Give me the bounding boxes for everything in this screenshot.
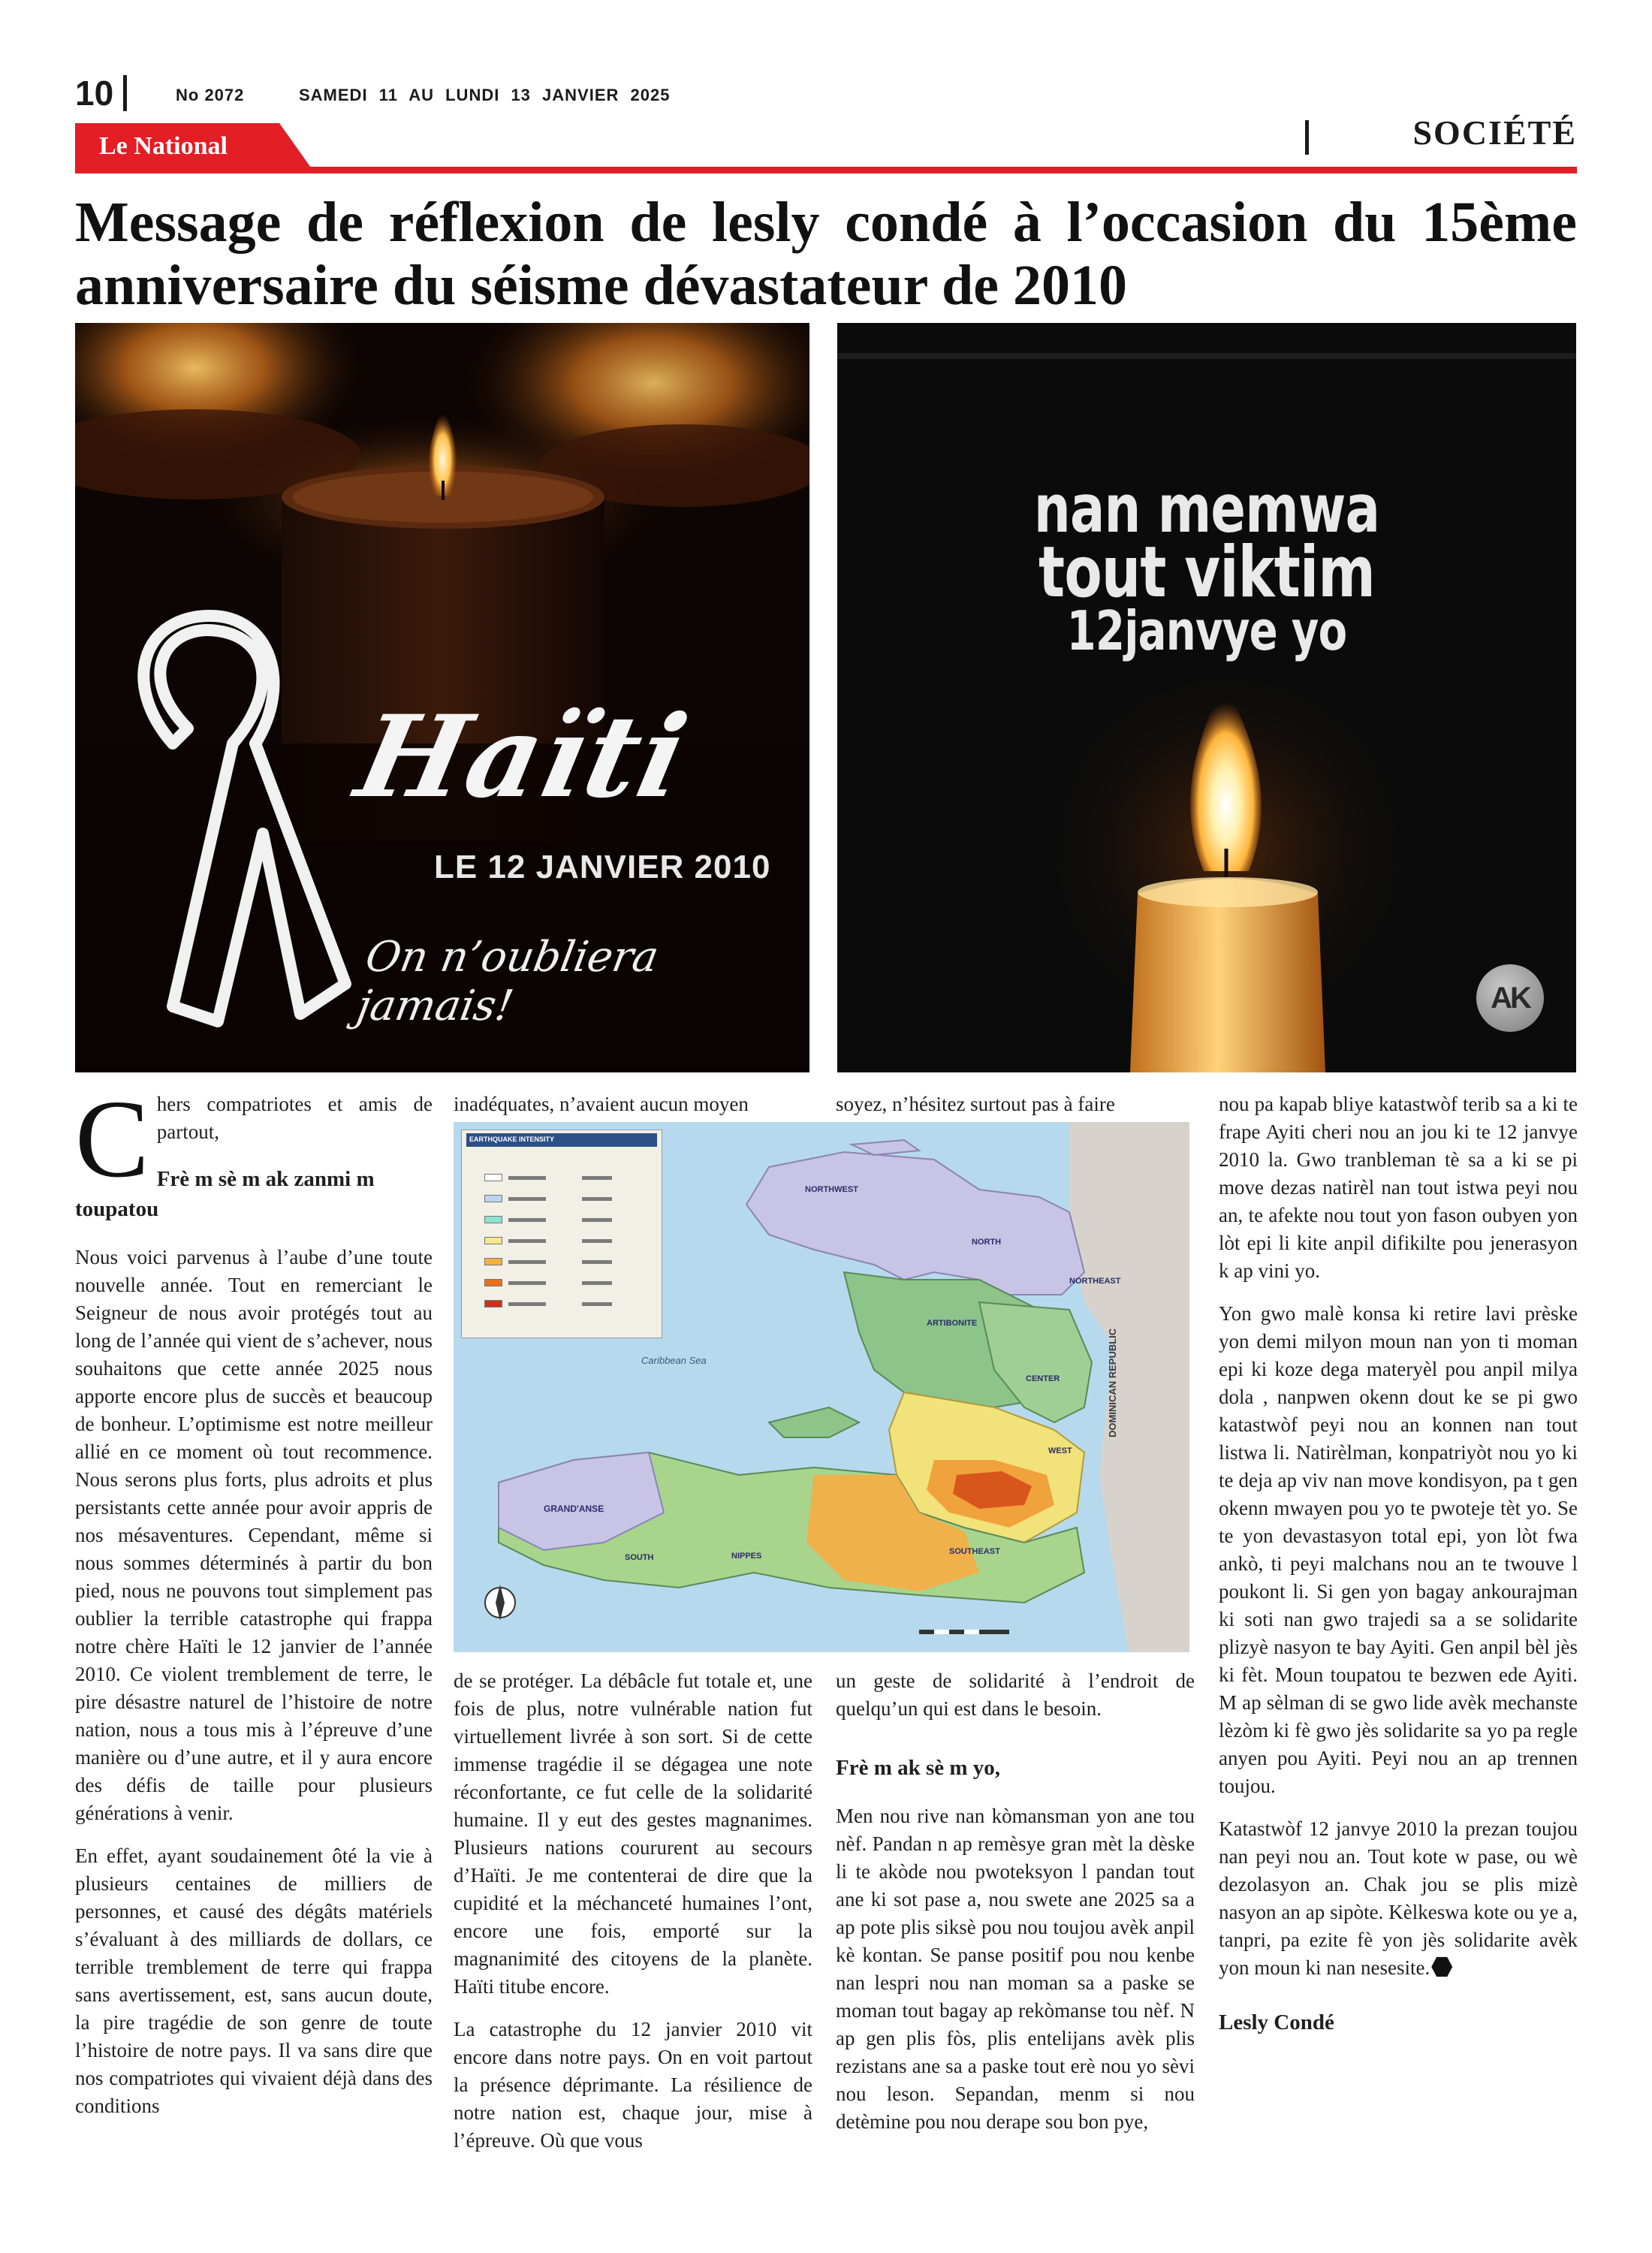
map-label-sea: Caribbean Sea bbox=[641, 1355, 707, 1366]
page-number: 10 bbox=[75, 74, 114, 113]
intensity-legend bbox=[461, 1130, 662, 1338]
closing-text: Katastwòf 12 janvye 2010 la prezan toujou nan peyi nou an. Tout kote w pase, ou wè dezolasyon an. Chak jou se plis mizè nasyon an ap sipòte. Kèlkeswa kote ou ye a, tanpri, pa ezite fè yon jès solidarite avèk yon moun ki nan nesesite. bbox=[1219, 1817, 1578, 1979]
earthquake-date: LE 12 JANVIER 2010 bbox=[434, 849, 771, 885]
article-paragraph: La catastrophe du 12 janvier 2010 vit encore dans notre pays. On en voit partout la présence déprimante. La résilience de notre nation est, chaque jour, mise à l’épreuve. Où que vous bbox=[454, 2018, 812, 2152]
brand-tab bbox=[75, 123, 312, 170]
map-label-center: CENTER bbox=[1026, 1374, 1060, 1383]
legend-text-line bbox=[508, 1302, 546, 1306]
end-mark-icon bbox=[1431, 1956, 1452, 1977]
memorial-line-3: 12janvye yo bbox=[1066, 599, 1347, 662]
article-column-2-top bbox=[454, 1090, 812, 1118]
haiti-memorial-photo bbox=[75, 323, 809, 1072]
map-label-northwest: NORTHWEST bbox=[805, 1185, 858, 1194]
memorial-line-2: tout viktim bbox=[1039, 532, 1375, 614]
legend-text-line bbox=[508, 1281, 546, 1285]
closing-paragraph bbox=[1219, 1815, 1578, 1982]
drop-cap: C bbox=[75, 1078, 149, 1201]
legend-value-line bbox=[582, 1260, 612, 1264]
brand-name: Le National bbox=[99, 132, 228, 160]
memorial-line-1: nan memwa bbox=[1033, 470, 1380, 547]
map-label-south: SOUTH bbox=[625, 1553, 654, 1562]
legend-swatch bbox=[484, 1237, 502, 1244]
map-label-northeast: NORTHEAST bbox=[1069, 1277, 1121, 1286]
article-column-3-top bbox=[836, 1090, 1195, 1118]
map-label-southeast: SOUTHEAST bbox=[949, 1547, 1000, 1556]
legend-text-line bbox=[508, 1260, 546, 1264]
page-number-divider bbox=[123, 75, 127, 111]
article-headline: Message de réflexion de lesly condé à l’occasion du 15ème anniversaire du séisme dévastateur de 2010 bbox=[75, 191, 1577, 317]
article-paragraph: nou pa kapab bliye katastwòf terib sa a ki te frape Ayiti cheri nou an jou ki te 12 janvye 2010 la. Gwo tranbleman tè sa a ki se pi move dezas natirèl nan tout istwa peyi nou an, te afekte nou tout yon fason oubyen yon lòt epi li kite anpil difikilte pou jenerasyon k ap vini yo. bbox=[1219, 1093, 1578, 1282]
legend-value-line bbox=[582, 1302, 612, 1306]
map-label-west: WEST bbox=[1048, 1446, 1072, 1455]
legend-text-line bbox=[508, 1239, 546, 1243]
article-column-1 bbox=[75, 1078, 433, 2135]
section-divider bbox=[1305, 120, 1309, 155]
legend-swatch bbox=[484, 1174, 502, 1181]
legend-text-line bbox=[508, 1218, 546, 1222]
article-column-3-bottom bbox=[836, 1667, 1195, 2136]
legend-swatch bbox=[484, 1216, 502, 1223]
legend-title: EARTHQUAKE INTENSITY bbox=[466, 1133, 657, 1147]
article-paragraph-continued: soyez, n’hésitez surtout pas à faire bbox=[836, 1093, 1115, 1115]
article-paragraph: de se protéger. La débâcle fut totale et, une fois de plus, notre vulnérable nation fut virtuellement livrée à son sort. Si de cette immense tragédie il se dégagea une note réconfortante, ce fut celle de la solidarité humaine. Il y eut des gestes magnanimes. Plusieurs nations coururent au secours d’Haïti. Je me contenterai de dire que la cupidité et la méchanceté humaines l’ont, encore une fois, emporté sur la magnanimité des citoyens de la planète. Haïti titube encore. bbox=[454, 1669, 812, 1998]
article-paragraph-continued: inadéquates, n’avaient aucun moyen bbox=[454, 1093, 749, 1115]
article-column-2-bottom bbox=[454, 1667, 812, 2155]
map-label-artibonite: ARTIBONITE bbox=[927, 1319, 978, 1328]
article-paragraph: En effet, ayant soudainement ôté la vie à plusieurs centaines de milliers de personnes, et causé des dégâts matériels s’évaluant à des milliards de dollars, ce terrible tremblement de terre qui frappa sans avertissement, est, sans aucun doute, la pire tragédie de son genre de toute l’histoire de notre pays. Il va sans dire que nos compatriotes qui vivaient déjà dans des conditions bbox=[75, 1844, 433, 2117]
legend-swatch bbox=[484, 1258, 502, 1265]
article-paragraph: Nous voici parvenus à l’aube d’une toute nouvelle année. Tout en remerciant le Seigneur de nous avoir protégés tout au long de l’année qui vient de s’achever, nous souhaitons que cette année 2025 nous apporte encore plus de succès et beaucoup de bonheur. L’optimisme est notre meilleur allié en ce moment où tout recommence. Nous serons plus forts, plus adroits et plus persistants cette année pour avoir appris de nos mésaventures. Cependant, même si nous sommes déterminés à partir du bon pied, nous ne pouvons tout simplement pas oublier la terrible catastrophe qui frappa notre chère Haïti le 12 janvier de l’année 2010. Ce violent tremblement de terre, le pire désastre naturel de l’histoire de notre nation, nous a tous mis à l’épreuve d’une manière ou d’une autre, et il y aura encore des défis de taille pour plusieurs générations à venir. bbox=[75, 1246, 433, 1824]
legend-text-line bbox=[508, 1176, 546, 1180]
article-column-4 bbox=[1219, 1090, 1578, 2052]
issue-date: SAMEDI 11 AU LUNDI 13 JANVIER 2025 bbox=[299, 86, 671, 104]
article-paragraph: Men nou rive nan kòmansman yon ane tou nèf. Pandan n ap remèsye gran mèt la dèske li te akòde nou pwoteksyon l pandan tout ane ki sot pase a, nou swete ane 2025 sa a ap pote plis siksè pou nou toujou avèk anpil kè kontan. Se panse positif pou nou kenbe nan lespri nou nan moman sa a paske se moman tout bagay ap rekòmanse tou nèf. N ap gen plis fòs, plis entelijans avèk plis rezistans ane sa a paske tout erè nou yo sèvi nou leson. Sepandan, menm si nou detèmine pou nou derape sou bon pye, bbox=[836, 1805, 1195, 2133]
legend-value-line bbox=[582, 1281, 612, 1285]
article-paragraph: Yon gwo malè konsa ki retire lavi prèske yon demi milyon moun nan yon ti moman epi ki koze dega materyèl pou anpil milya dola , nanpwen okenn dout ke se pi gwo katastwòf peyi nou an konnen nan tout listwa li. Natirèlman, konpatriyòt nou yo ki te deja ap viv nan move kondisyon, pa t gen okenn mwayen pou yo te pwoteje tèt yo. Se te yon devastasyon total epi, yon lòt fwa ankò, ti peyi malchans nou an te twouve l poukont li. Si gen yon bagay ankourajman ki soti nan gwo trajedi sa a se solidarite plizyè nasyon te bay Ayiti. Gen anpil bèl jès ki fèt. Moun toupatou te bezwen ede Ayiti. M ap sèlman di se gwo lide avèk mechanste lèzòm ki fè gwo jès solidarite sa yo pa regle anyen pou Ayiti. Peyi nou an ap trennen toujou. bbox=[1219, 1302, 1578, 1797]
author-signature: Lesly Condé bbox=[1219, 2010, 1334, 2034]
legend-value-line bbox=[582, 1239, 612, 1243]
legend-value-line bbox=[582, 1197, 612, 1201]
creole-greeting-subhead: Frè m sè m ak zanmi m toupatou bbox=[75, 1167, 375, 1221]
legend-value-line bbox=[582, 1218, 612, 1222]
map-label-grandanse: GRAND'ANSE bbox=[544, 1504, 604, 1514]
memorial-slogan: On n’oubliera jamais! bbox=[353, 933, 662, 1030]
header-red-rule bbox=[75, 167, 1577, 173]
legend-text-line bbox=[508, 1197, 546, 1201]
creole-section-subhead: Frè m ak sè m yo, bbox=[836, 1756, 1001, 1780]
legend-swatch bbox=[484, 1279, 502, 1286]
candle-icon bbox=[837, 323, 1576, 1072]
article-paragraph: un geste de solidarité à l’endroit de quelqu’un qui est dans le besoin. bbox=[836, 1669, 1195, 1720]
map-label-dominican-republic: DOMINICAN REPUBLIC bbox=[1107, 1328, 1118, 1437]
map-label-nippes: NIPPES bbox=[731, 1552, 762, 1561]
legend-value-line bbox=[582, 1176, 612, 1180]
candle-memorial-photo bbox=[837, 323, 1576, 1072]
issue-number: No 2072 bbox=[176, 86, 245, 104]
greeting-text: hers compatriotes et amis de partout, bbox=[156, 1093, 433, 1143]
section-name: SOCIÉTÉ bbox=[1412, 113, 1577, 152]
legend-swatch bbox=[484, 1195, 502, 1202]
ak-logo-badge: AK bbox=[1476, 964, 1544, 1032]
legend-swatch bbox=[484, 1300, 502, 1307]
map-label-north: NORTH bbox=[972, 1238, 1002, 1247]
haiti-title: Haïti bbox=[346, 691, 699, 823]
earthquake-intensity-map bbox=[454, 1122, 1189, 1652]
masthead-strip bbox=[75, 72, 1577, 117]
